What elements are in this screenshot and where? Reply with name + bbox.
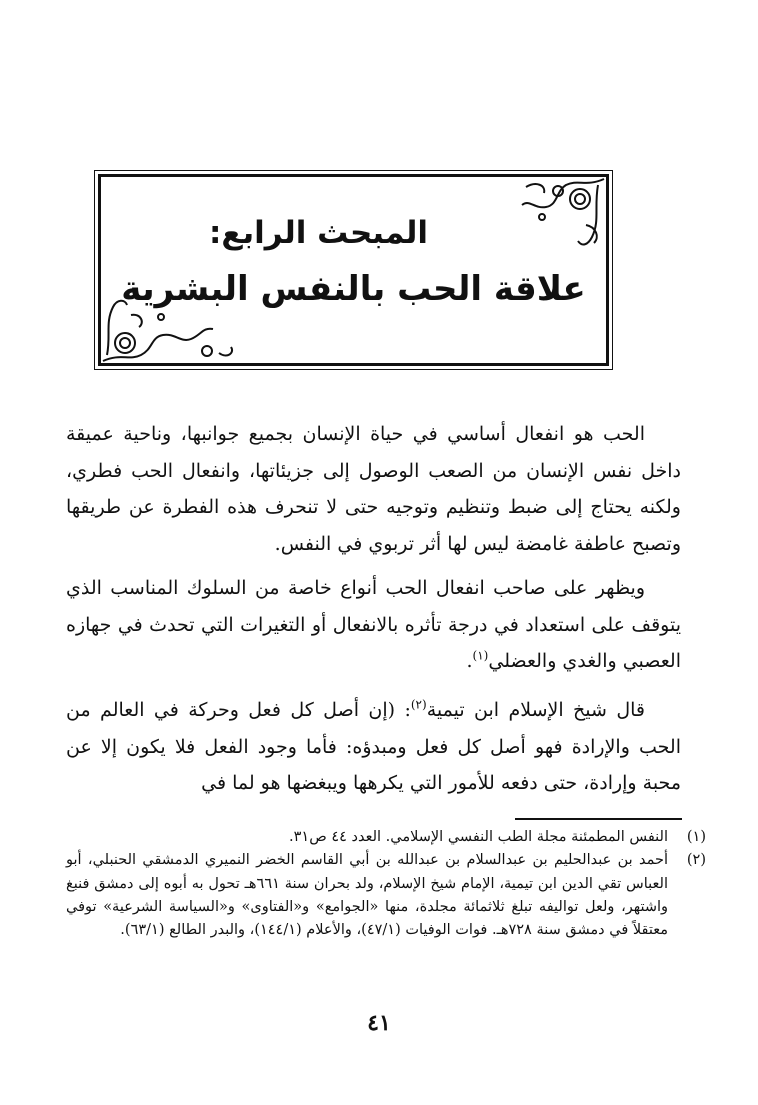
footnote-separator xyxy=(515,818,682,820)
paragraph xyxy=(66,416,681,562)
paragraph-text: ويظهر على صاحب انفعال الحب أنواع خاصة من السلوك المناسب الذي يتوقف على استعداد في درجة تأثره بالانفعال أو التغيرات التي تحدث في جهازه العصبي والغدي والعضلي xyxy=(66,577,681,672)
chapter-title xyxy=(101,205,606,317)
paragraph-text: الحب هو انفعال أساسي في حياة الإنسان بجميع جوانبها، وناحية عميقة داخل نفس الإنسان من الصعب الوصول إلى جزيئاتها، وانفعال الحب فطري، ولكنه يحتاج إلى ضبط وتنظيم وتوجيه حتى لا تنحرف هذه الفطرة عن طريقها وتصبح عاطفة غامضة ليس لها أثر تربوي في النفس. xyxy=(66,423,681,555)
footnote-text: النفس المطمئنة مجلة الطب النفسي الإسلامي. العدد ٤٤ ص٣١. xyxy=(289,829,668,845)
footnote-ref: (١) xyxy=(472,648,489,663)
paragraph xyxy=(66,692,681,802)
paragraph-text: قال شيخ الإسلام ابن تيمية xyxy=(426,699,646,721)
section-label: المبحث الرابع: xyxy=(208,215,429,251)
footnote xyxy=(66,849,706,942)
section-title: علاقة الحب بالنفس البشرية xyxy=(121,269,586,309)
paragraph-text: : (إن أصل كل فعل وحركة في العالم من الحب والإرادة فهو أصل كل فعل ومبدؤه: فأما وجود الفعل فلا يكون إلا عن محبة وإرادة، حتى دفعه للأمور التي يكرهها ويبغضها هو لما في xyxy=(66,699,681,794)
footnote-number: (٢) xyxy=(686,852,706,869)
paragraph-end: . xyxy=(466,650,473,672)
footnotes xyxy=(66,826,706,942)
paragraph xyxy=(66,570,681,680)
footnote-text: أحمد بن عبدالحليم بن عبدالسلام بن عبدالله بن أبي القاسم الخضر النميري الدمشقي الحنبلي، أبو العباس تقي الدين ابن تيمية، الإمام شيخ الإسلام، ولد بحران سنة ٦٦١هـ تحول به أبوه إلى دمشق فنبغ واشتهر، ولعل تواليفه تبلغ ثلاثمائة مجلدة، منها «الجوامع» و«الفتاوى» و«السياسة الشرعية» توفي معتقلاً في دمشق سنة ٧٢٨هـ. فوات الوفيات (٤٧/١)، والأعلام (١٤٤/١)، والبدر الطالع (٦٣/١). xyxy=(66,852,668,939)
footnote xyxy=(66,826,706,849)
footnote-number: (١) xyxy=(686,829,706,845)
footnote-ref: (٢) xyxy=(410,697,427,712)
chapter-title-frame xyxy=(98,174,609,366)
page-number: ٤١ xyxy=(367,1010,391,1036)
